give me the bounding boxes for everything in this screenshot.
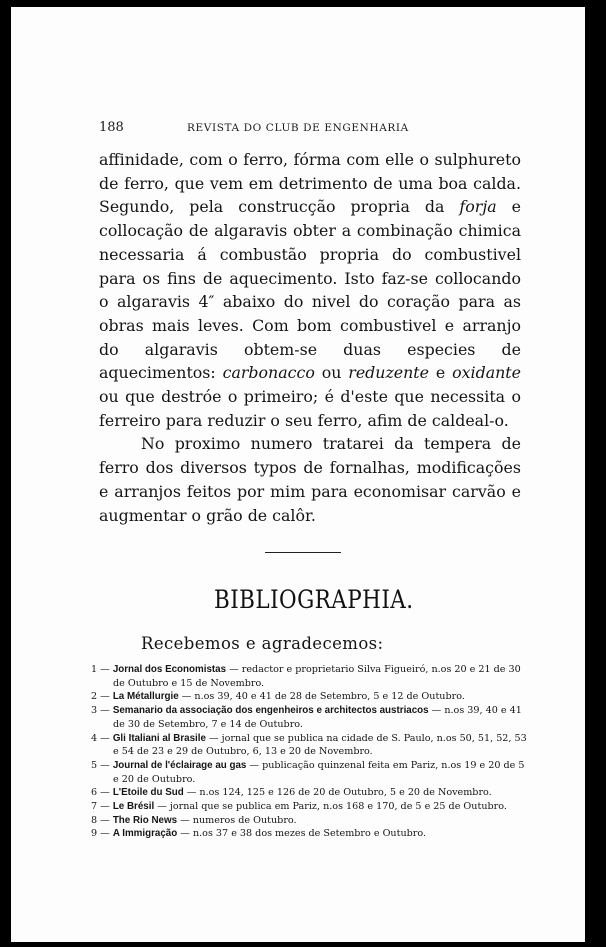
section-divider xyxy=(265,552,341,553)
entry-number: 6 xyxy=(91,787,98,799)
article-paragraph-1 xyxy=(99,148,521,432)
entry-description: n.os 39, 40 e 41 de 30 de Setembro, 7 e 14 de Outubro. xyxy=(113,705,522,730)
entry-title: Journal de l'éclairage au gas xyxy=(112,759,247,771)
entry-description: redactor e proprietario Silva Figueiró, n.os 20 e 21 de 30 de Outubro e 15 de Novembro. xyxy=(113,664,521,689)
page-number: 188 xyxy=(99,120,124,135)
bibliography-entry: 4 — Gli Italiani al Brasile — jornal que se publica na cidade de S. Paulo, n.os 50, 51, 52, 53 e 54 de 23 e 29 de Outubro, 6, 13 e 20 de Novembro. xyxy=(91,732,527,758)
section-intro: Recebemos e agradecemos: xyxy=(141,634,384,653)
text-run: e xyxy=(429,363,453,383)
section-title: BIBLIOGRAPHIA. xyxy=(214,585,414,614)
entry-number: 8 xyxy=(91,814,98,826)
bibliography-entry: 6 — L'Etoile du Sud — n.os 124, 125 e 126 de 20 de Outubro, 5 e 20 de Novembro. xyxy=(91,787,492,799)
bibliography-entry: 2 — La Métallurgie — n.os 39, 40 e 41 de 28 de Setembro, 5 e 12 de Outubro. xyxy=(91,691,465,703)
entry-description: jornal que se publica em Pariz, n.os 168 e 170, de 5 e 25 de Outubro. xyxy=(169,801,507,813)
entry-number: 3 xyxy=(91,705,98,717)
entry-description: jornal que se publica na cidade de S. Paulo, n.os 50, 51, 52, 53 e 54 de 23 e 29 de Outubro, 6, 13 e 20 de Novembro. xyxy=(113,732,527,758)
entry-description: publicação quinzenal feita em Pariz, n.os 19 e 20 de 5 e 20 de Outubro. xyxy=(113,759,525,785)
text-run: ou xyxy=(314,363,349,383)
italic-term: oxidante xyxy=(452,363,521,383)
entry-title: L'Etoile du Sud xyxy=(112,787,184,799)
entry-number: 2 xyxy=(91,691,98,703)
bibliography-entry: 3 — Semanario da associação dos engenheiros e architectos austriacos — n.os 39, 40 e 41 de 30 de Setembro, 7 e 14 de Outubro. xyxy=(91,705,522,730)
article-paragraph-2: No proximo numero tratarei da tempera de ferro dos diversos typos de fornalhas, modificações e arranjos feitos por mim para economisar carvão e augmentar o grão de calôr. xyxy=(99,434,521,525)
bibliography-entry: 1 — Jornal dos Economistas — redactor e proprietario Silva Figueiró, n.os 20 e 21 de 30 de Outubro e 15 de Novembro. xyxy=(91,664,521,689)
entry-title: Jornal dos Economistas xyxy=(112,664,227,675)
italic-term: carbonacco xyxy=(222,363,315,383)
bibliography-list xyxy=(91,663,528,841)
entry-description: numeros de Outubro. xyxy=(192,814,297,826)
entry-title: A Immigração xyxy=(112,828,178,840)
entry-title: Semanario da associação dos engenheiros e architectos austriacos xyxy=(112,705,429,717)
text-run: e collocação de algaravis obter a combinação chimica necessaria á combustão propria do combustivel para os fins de aquecimento. Isto faz-se collocando o algaravis 4″ abaixo do nivel do coração para as obras mais leves. Com bom combustivel e arranjo do algaravis obtem-se duas especies de aquecimentos: xyxy=(99,197,521,383)
italic-term: reduzente xyxy=(348,363,430,383)
running-title: REVISTA DO CLUB DE ENGENHARIA xyxy=(187,122,409,134)
entry-title: La Métallurgie xyxy=(112,691,179,703)
bibliography-entry: 7 — Le Brésil — jornal que se publica em Pariz, n.os 168 e 170, de 5 e 25 de Outubro. xyxy=(91,801,507,813)
page-header xyxy=(99,120,493,140)
italic-term: forja xyxy=(459,197,497,217)
entry-number: 1 xyxy=(91,664,98,675)
text-run: ou que destróe o primeiro; é d'este que necessita o ferreiro para reduzir o seu ferro, afim de caldeal-o. xyxy=(99,387,521,430)
document-page xyxy=(11,7,585,942)
entry-description: n.os 124, 125 e 126 de 20 de Outubro, 5 e 20 de Novembro. xyxy=(199,787,492,799)
entry-title: Gli Italiani al Brasile xyxy=(112,732,206,744)
entry-description: n.os 37 e 38 dos mezes de Setembro e Outubro. xyxy=(192,828,427,840)
entry-title: Le Brésil xyxy=(112,801,155,813)
entry-number: 5 xyxy=(91,759,98,771)
entry-number: 9 xyxy=(91,828,98,840)
entry-description: n.os 39, 40 e 41 de 28 de Setembro, 5 e 12 de Outubro. xyxy=(194,691,465,703)
bibliography-entry: 5 — Journal de l'éclairage au gas — publicação quinzenal feita em Pariz, n.os 19 e 20 de 5 e 20 de Outubro. xyxy=(91,759,525,785)
entry-title: The Rio News xyxy=(112,814,178,826)
bibliography-entry: 8 — The Rio News — numeros de Outubro. xyxy=(91,814,297,826)
text-run: affinidade, com o ferro, fórma com elle o sulphureto de ferro, que vem em detrimento de uma boa calda. Segundo, pela construcção propria da xyxy=(99,150,521,217)
article-body xyxy=(99,148,521,527)
entry-number: 4 xyxy=(91,732,98,744)
entry-number: 7 xyxy=(91,801,98,813)
bibliography-entry: 9 — A Immigração — n.os 37 e 38 dos mezes de Setembro e Outubro. xyxy=(91,828,427,840)
